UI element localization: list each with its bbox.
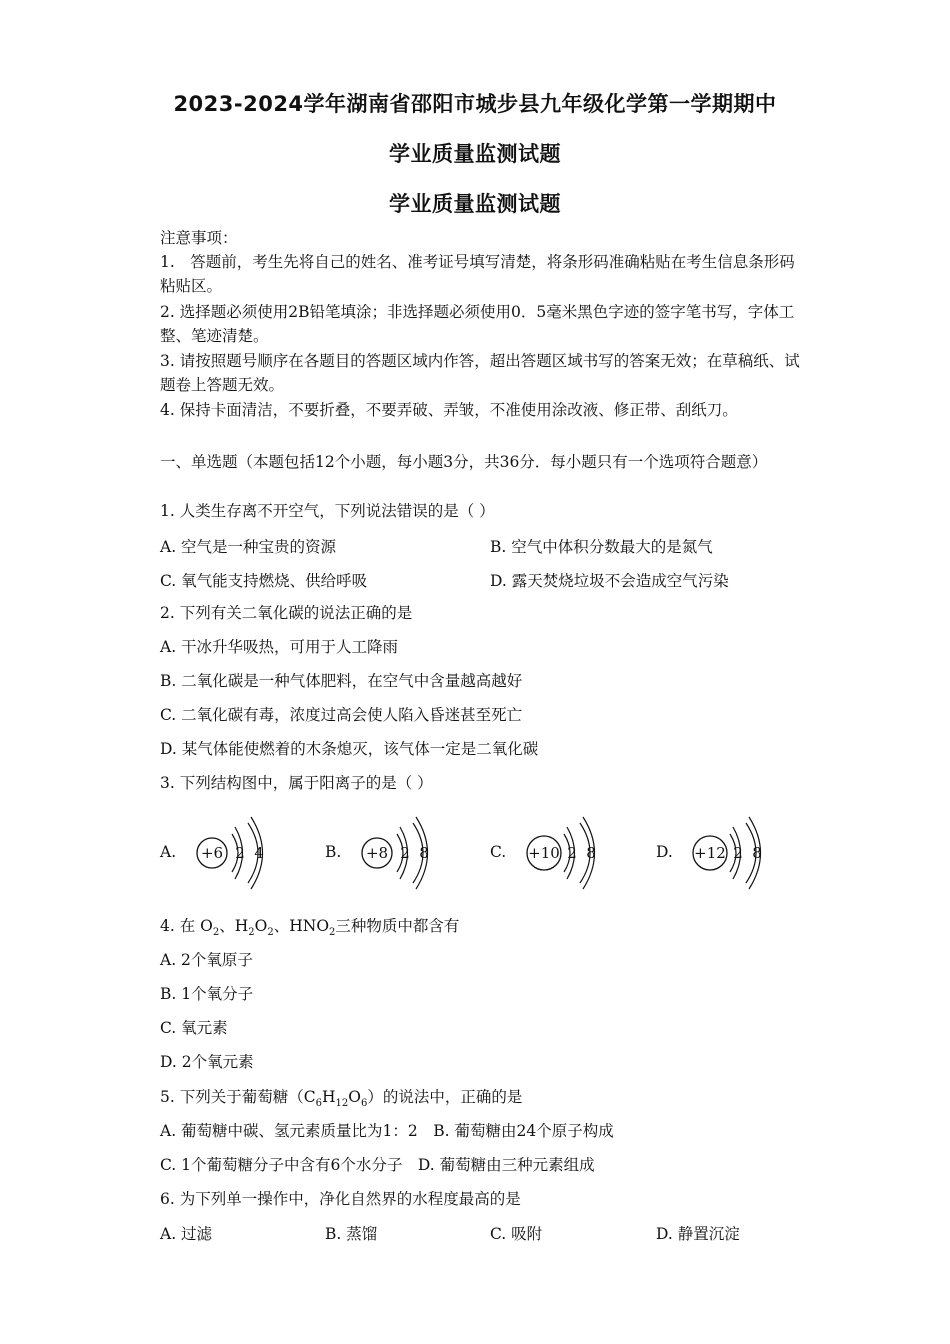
question-4-option-d: D. 2个氧元素 bbox=[160, 1053, 254, 1071]
question-6-stem: 6. 为下列单一操作中，净化自然界的水程度最高的是 bbox=[160, 1190, 521, 1208]
question-6-option-b: B. 蒸馏 bbox=[325, 1225, 378, 1243]
question-5-options-ab: A. 葡萄糖中碳、氢元素质量比为1：2 B. 葡萄糖由24个原子构成 bbox=[160, 1122, 614, 1140]
question-2-option-d: D. 某气体能使燃着的木条熄灭，该气体一定是二氧化碳 bbox=[160, 740, 539, 758]
subscript: 2 bbox=[212, 927, 220, 939]
option-label: D. bbox=[656, 843, 673, 861]
q4-stem-prefix: 4. 在 O bbox=[160, 917, 213, 935]
question-6-option-c: C. 吸附 bbox=[490, 1225, 543, 1243]
notice-heading: 注意事项： bbox=[160, 229, 238, 247]
notice-item-1: 1. 答题前，考生先将自己的姓名、准考证号填写清楚，将条形码准确粘贴在考生信息条形码粘贴区。 bbox=[160, 253, 795, 295]
q4-stem-mid: 、HNO bbox=[273, 917, 330, 935]
page-title-line-3: 学业质量监测试题 bbox=[389, 192, 561, 216]
q4-stem-mid: 、H bbox=[219, 917, 249, 935]
nucleus-charge: +12 bbox=[694, 844, 726, 862]
question-6-option-d: D. 静置沉淀 bbox=[656, 1225, 740, 1243]
q5-stem-mid: H bbox=[321, 1088, 336, 1106]
q4-stem-suffix: 三种物质中都含有 bbox=[335, 917, 460, 935]
question-2-stem: 2. 下列有关二氧化碳的说法正确的是 bbox=[160, 604, 413, 622]
q4-stem-mid: O bbox=[254, 917, 268, 935]
question-2-option-c: C. 二氧化碳有毒，浓度过高会使人陷入昏迷甚至死亡 bbox=[160, 706, 523, 724]
question-1-option-a: A. 空气是一种宝贵的资源 bbox=[160, 538, 337, 556]
subscript: 6 bbox=[315, 1098, 322, 1110]
shell-2-electrons: 8 bbox=[586, 844, 596, 862]
question-2-option-a: A. 干冰升华吸热，可用于人工降雨 bbox=[160, 638, 399, 656]
question-4-option-a: A. 2个氧原子 bbox=[160, 951, 253, 969]
question-1-option-b: B. 空气中体积分数最大的是氮气 bbox=[490, 538, 713, 556]
question-5-options-cd: C. 1个葡萄糖分子中含有6个水分子 D. 葡萄糖由三种元素组成 bbox=[160, 1156, 595, 1174]
page-title-line-2: 学业质量监测试题 bbox=[389, 142, 561, 166]
option-label: C. bbox=[490, 843, 507, 861]
notice-item-2: 2. 选择题必须使用2B铅笔填涂；非选择题必须使用0．5毫米黑色字迹的签字笔书写，字体工整、笔迹清楚。 bbox=[160, 303, 795, 345]
nucleus-charge: +6 bbox=[200, 844, 224, 862]
question-5-stem bbox=[160, 1085, 800, 1116]
notice-item-3: 3. 请按照题号顺序在各题目的答题区域内作答，超出答题区域书写的答案无效；在草稿纸、试题卷上答题无效。 bbox=[160, 352, 800, 394]
subscript: 2 bbox=[248, 927, 255, 939]
question-2-option-b: B. 二氧化碳是一种气体肥料，在空气中含量越高越好 bbox=[160, 672, 523, 690]
shell-1-electrons: 2 bbox=[567, 844, 577, 862]
shell-2-electrons: 8 bbox=[419, 844, 429, 862]
shell-1-electrons: 2 bbox=[733, 844, 743, 862]
subscript: 2 bbox=[329, 927, 336, 939]
question-4-option-c: C. 氧元素 bbox=[160, 1019, 228, 1037]
option-label: A. bbox=[160, 843, 177, 861]
nucleus-charge: +8 bbox=[365, 844, 389, 862]
page-title-line-1: 2023-2024学年湖南省邵阳市城步县九年级化学第一学期期中 bbox=[173, 92, 777, 116]
subscript: 6 bbox=[360, 1098, 368, 1110]
subscript: 12 bbox=[335, 1098, 349, 1110]
question-1-option-d: D. 露天焚烧垃圾不会造成空气污染 bbox=[490, 572, 729, 590]
atom-structure-diagram-c bbox=[518, 809, 628, 889]
q5-stem-prefix: 5. 下列关于葡萄糖（C bbox=[160, 1088, 316, 1106]
question-1-stem: 1. 人类生存离不开空气，下列说法错误的是（ ） bbox=[160, 502, 495, 520]
option-label: B. bbox=[325, 843, 342, 861]
q5-stem-mid: O bbox=[348, 1088, 361, 1106]
question-4-option-b: B. 1个氧分子 bbox=[160, 985, 254, 1003]
shell-2-electrons: 8 bbox=[752, 844, 762, 862]
atom-structure-diagram-b bbox=[353, 809, 463, 889]
q5-stem-suffix: ）的说法中，正确的是 bbox=[367, 1088, 523, 1106]
question-6-option-a: A. 过滤 bbox=[160, 1225, 213, 1243]
subscript: 2 bbox=[267, 927, 274, 939]
section-heading: 一、单选题（本题包括12个小题，每小题3分，共36分．每小题只有一个选项符合题意） bbox=[160, 453, 768, 471]
question-4-stem bbox=[160, 914, 800, 945]
shell-2-electrons: 4 bbox=[254, 844, 264, 862]
notice-item-4: 4. 保持卡面清洁，不要折叠，不要弄破、弄皱，不准使用涂改液、修正带、刮纸刀。 bbox=[160, 401, 738, 419]
atom-structure-diagram-a bbox=[188, 809, 298, 889]
question-3-stem: 3. 下列结构图中，属于阳离子的是（ ） bbox=[160, 774, 433, 792]
question-1-option-c: C. 氧气能支持燃烧、供给呼吸 bbox=[160, 572, 368, 590]
shell-1-electrons: 2 bbox=[400, 844, 410, 862]
nucleus-charge: +10 bbox=[528, 844, 560, 862]
atom-structure-diagram-d bbox=[684, 809, 794, 889]
shell-1-electrons: 2 bbox=[235, 844, 245, 862]
